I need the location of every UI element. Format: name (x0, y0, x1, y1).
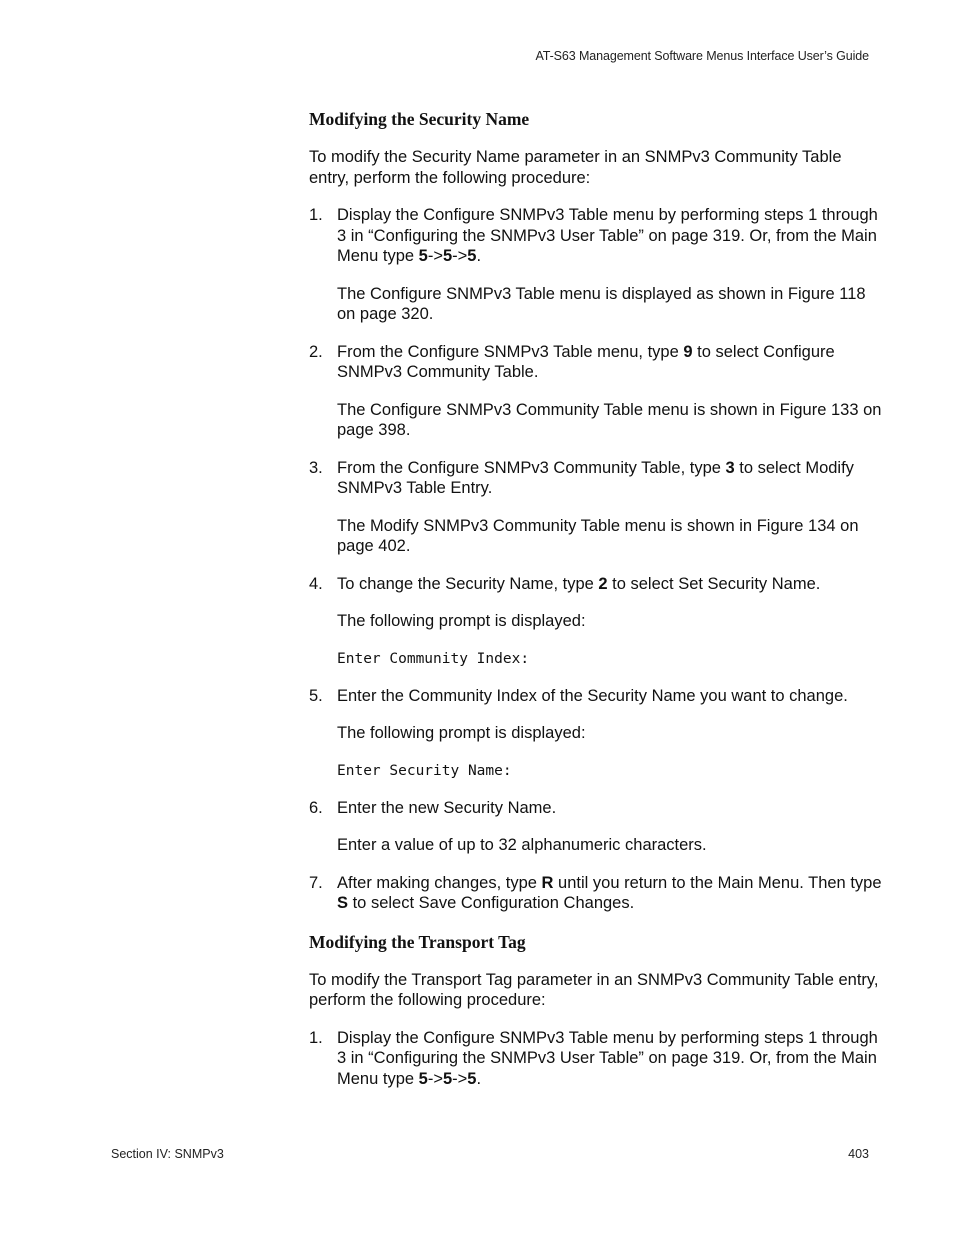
console-prompt: Enter Security Name: (337, 762, 512, 779)
step-text: Enter the Community Index of the Security Name you want to change. (337, 686, 848, 705)
step-number: 1. (309, 1028, 323, 1047)
step-number: 4. (309, 574, 323, 593)
menu-key: 5 (442, 247, 453, 265)
menu-key: 5 (418, 247, 428, 265)
step-text: After making changes, type R until you return to the Main Menu. Then type S to select Save Configuration Changes. (337, 873, 882, 912)
step-note: Enter a value of up to 32 alphanumeric characters. (337, 836, 707, 854)
step-note: The following prompt is displayed: (337, 724, 586, 742)
step-number: 7. (309, 873, 323, 892)
step-number: 6. (309, 798, 323, 817)
procedure-step (309, 1028, 884, 1090)
menu-key: 5 (467, 1069, 477, 1088)
procedure-list (309, 1028, 884, 1090)
step-number: 3. (309, 458, 323, 477)
step-number: 1. (309, 206, 323, 224)
menu-key: 3 (725, 458, 735, 477)
menu-key: S (337, 894, 349, 912)
section-intro: To modify the Transport Tag parameter in an SNMPv3 Community Table entry, perform the following procedure: (309, 970, 879, 1009)
section-heading-transport-tag: Modifying the Transport Tag (309, 931, 526, 952)
page-content (309, 108, 884, 1106)
step-text: Enter the new Security Name. (337, 798, 557, 817)
step-text: To change the Security Name, type 2 to select Set Security Name. (337, 574, 821, 593)
step-text: Display the Configure SNMPv3 Table menu by performing steps 1 through 3 in “Configuring the SNMPv3 User Table” on page 319. Or, from the Main Menu type 5->5->5. (337, 206, 878, 265)
procedure-step (309, 342, 884, 441)
running-header: AT-S63 Management Software Menus Interface User’s Guide (535, 49, 869, 63)
step-note: The Configure SNMPv3 Community Table menu is shown in Figure 133 on page 398. (337, 400, 882, 439)
console-prompt: Enter Community Index: (337, 650, 530, 667)
section-intro: To modify the Security Name parameter in an SNMPv3 Community Table entry, perform the following procedure: (309, 148, 842, 187)
menu-key: 5 (442, 1069, 453, 1088)
step-note: The Modify SNMPv3 Community Table menu is shown in Figure 134 on page 402. (337, 516, 859, 555)
procedure-list (309, 205, 884, 914)
footer-section: Section IV: SNMPv3 (111, 1147, 224, 1161)
step-number: 5. (309, 686, 323, 705)
menu-key: 9 (683, 342, 693, 361)
step-note: The following prompt is displayed: (337, 612, 586, 630)
procedure-step (309, 686, 884, 781)
step-note: The Configure SNMPv3 Table menu is displayed as shown in Figure 118 on page 320. (337, 284, 866, 323)
procedure-step (309, 798, 884, 856)
procedure-step (309, 458, 884, 557)
page-number: 403 (848, 1147, 869, 1161)
menu-key: 5 (467, 247, 477, 265)
procedure-step (309, 574, 884, 669)
menu-key: R (541, 873, 554, 892)
menu-key: 2 (598, 574, 608, 593)
step-text: From the Configure SNMPv3 Table menu, type 9 to select Configure SNMPv3 Community Table. (337, 342, 835, 381)
section-heading-security-name: Modifying the Security Name (309, 109, 530, 129)
step-text: Display the Configure SNMPv3 Table menu by performing steps 1 through 3 in “Configuring the SNMPv3 User Table” on page 319. Or, from the Main Menu type 5->5->5. (337, 1028, 878, 1088)
menu-key: 5 (418, 1069, 428, 1088)
step-number: 2. (309, 342, 323, 361)
procedure-step (309, 205, 884, 325)
procedure-step (309, 873, 884, 914)
step-text: From the Configure SNMPv3 Community Table, type 3 to select Modify SNMPv3 Table Entry. (337, 458, 854, 497)
